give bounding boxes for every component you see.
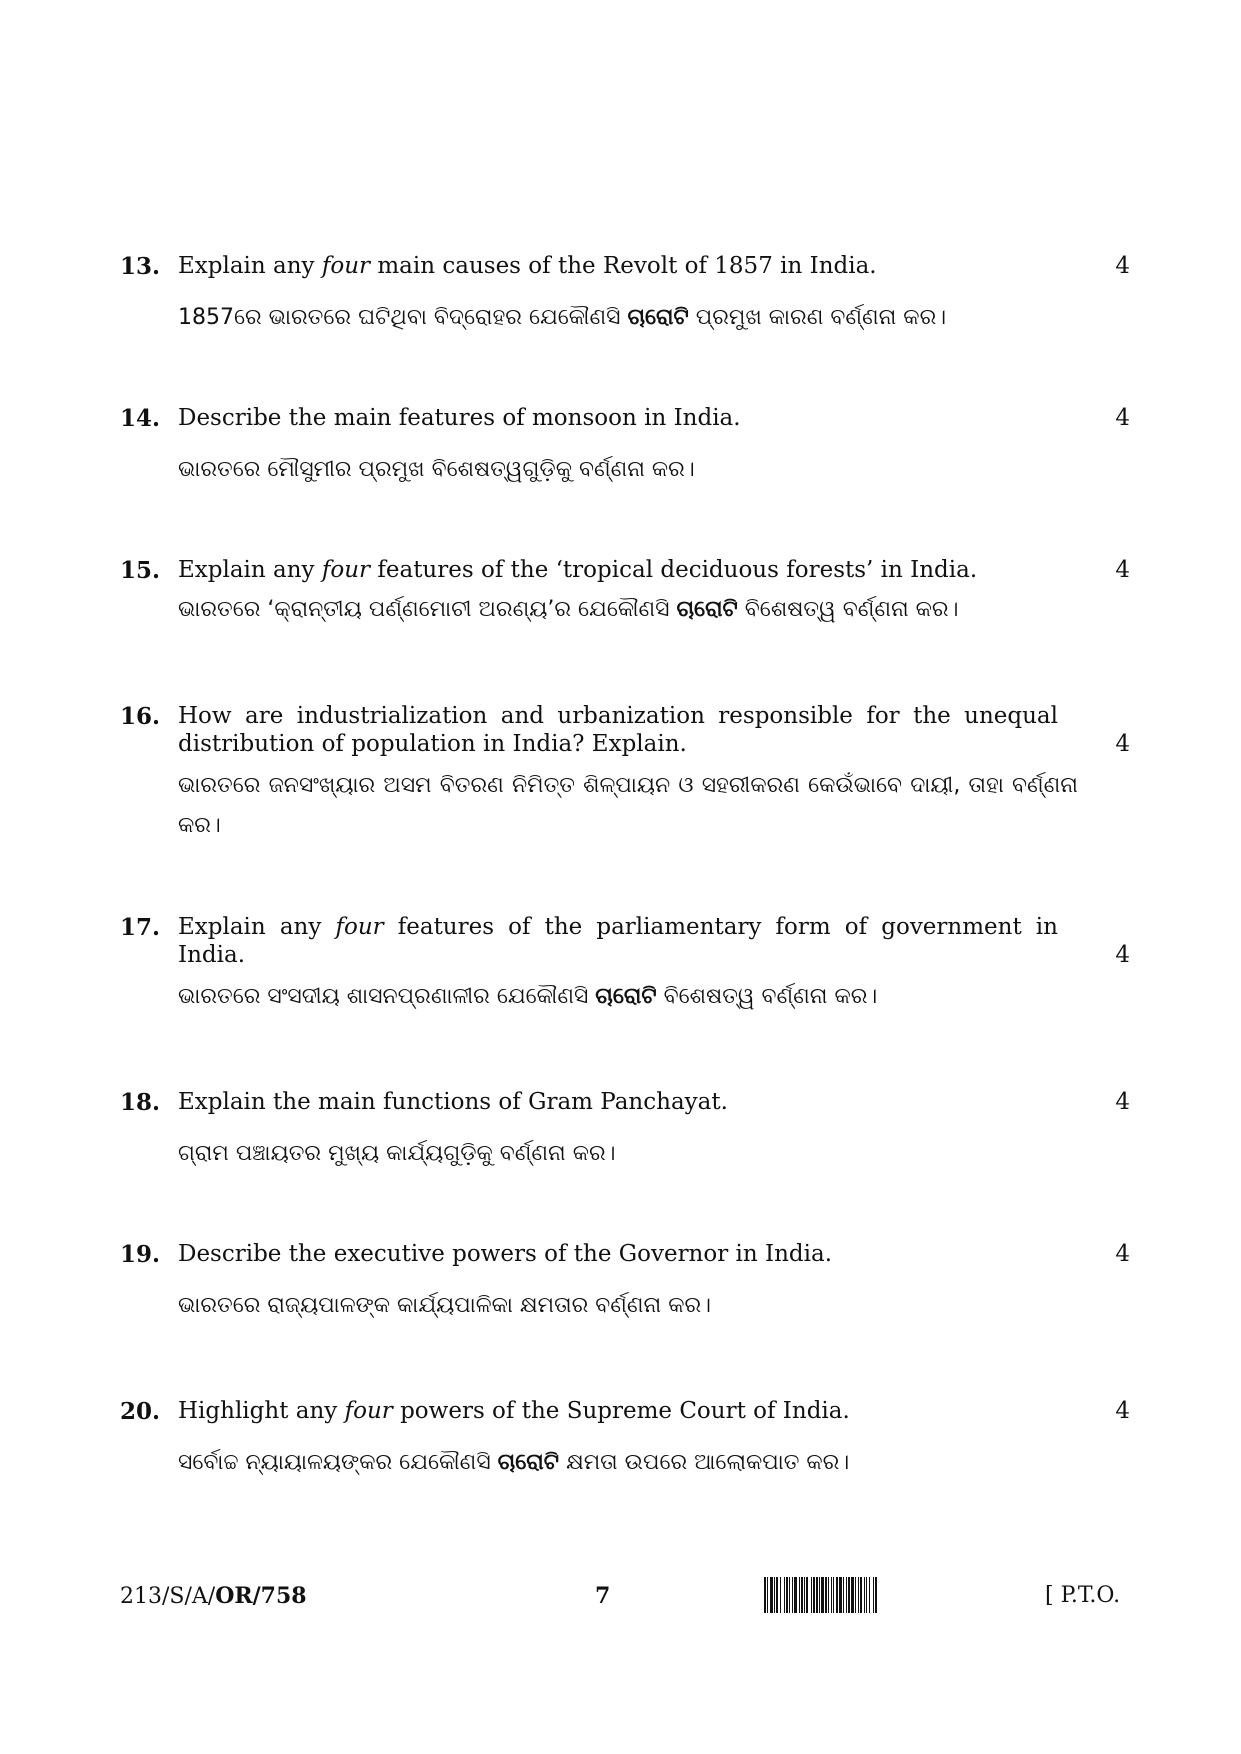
question-14 — [120, 404, 1130, 490]
question-15 — [120, 556, 1130, 630]
question-text-en: Explain any four features of the ‘tropical deciduous forests’ in India. — [178, 557, 978, 583]
paper-code: 213/S/A/OR/758 — [120, 1583, 307, 1609]
question-number: 16. — [120, 703, 161, 730]
question-text-odia: ଭାରତରେ ରାଜ୍ୟପାଳଙ୍କ କାର୍ଯ୍ୟପାଳିକା କ୍ଷମତାର ବର୍ଣ୍ଣନା କର। — [178, 1293, 712, 1318]
question-text-en: Describe the main features of monsoon in India. — [178, 405, 741, 431]
question-number: 13. — [120, 253, 161, 280]
question-text-en: Describe the executive powers of the Governor in India. — [178, 1241, 833, 1267]
question-text-odia: ଭାରତରେ ଜନସଂଖ୍ୟାର ଅସମ ବିତରଣ ନିମିତ୍ତ ଶିଳ୍ପାୟନ ଓ ସହରୀକରଣ କେଉଁଭାବେ ଦାୟୀ, ତାହା ବର୍ଣ୍ଣନା କର। — [178, 773, 1078, 838]
marks: 4 — [1115, 557, 1130, 583]
barcode-icon — [764, 1577, 1034, 1613]
question-text-en: Highlight any four powers of the Supreme Court of India. — [178, 1398, 850, 1424]
page-footer — [120, 1577, 1130, 1617]
question-19 — [120, 1240, 1130, 1326]
question-text-odia: ଗ୍ରାମ ପଞ୍ଚାୟତର ମୁଖ୍ୟ କାର୍ଯ୍ୟଗୁଡ଼ିକୁ ବର୍ଣ୍ଣନା କର। — [178, 1141, 616, 1166]
marks: 4 — [1115, 253, 1130, 279]
question-text-odia: ଭାରତରେ ସଂସଦୀୟ ଶାସନପ୍ରଣାଳୀର ଯେକୌଣସି ଚାରୋଟି ବିଶେଷତ୍ୱ ବର୍ଣ୍ଣନା କର। — [178, 984, 878, 1009]
question-text-en: Explain the main functions of Gram Panchayat. — [178, 1089, 728, 1115]
question-number: 17. — [120, 914, 161, 941]
question-18 — [120, 1088, 1130, 1174]
marks: 4 — [1115, 1089, 1130, 1115]
question-number: 19. — [120, 1241, 161, 1268]
pto-label: [ P.T.O. — [1045, 1583, 1121, 1608]
question-text-odia: 1857ରେ ଭାରତରେ ଘଟିଥିବା ବିଦ୍ରୋହର ଯେକୌଣସି ଚାରୋଟି ପ୍ରମୁଖ କାରଣ ବର୍ଣ୍ଣନା କର। — [178, 305, 947, 330]
question-number: 14. — [120, 405, 161, 432]
marks: 4 — [1115, 942, 1130, 968]
marks: 4 — [1115, 1241, 1130, 1267]
marks: 4 — [1115, 405, 1130, 431]
question-number: 15. — [120, 557, 161, 584]
question-number: 20. — [120, 1398, 161, 1425]
marks: 4 — [1115, 1398, 1130, 1424]
question-20 — [120, 1397, 1130, 1483]
question-13 — [120, 252, 1130, 338]
question-text-en: Explain any four features of the parliamentary form of government in India. — [178, 914, 1058, 968]
question-text-odia: ଭାରତରେ ମୌସୁମୀର ପ୍ରମୁଖ ବିଶେଷତ୍ୱଗୁଡ଼ିକୁ ବର୍ଣ୍ଣନା କର। — [178, 457, 695, 482]
page-number: 7 — [595, 1583, 611, 1609]
marks: 4 — [1115, 731, 1130, 757]
question-text-odia: ଭାରତରେ ‘କ୍ରାନ୍ତୀୟ ପର୍ଣ୍ଣମୋଚୀ ଅରଣ୍ୟ’ର ଯେକୌଣସି ଚାରୋଟି ବିଶେଷତ୍ୱ ବର୍ଣ୍ଣନା କର। — [178, 597, 959, 622]
question-text-en: Explain any four main causes of the Revolt of 1857 in India. — [178, 253, 877, 279]
question-text-odia: ସର୍ବୋଚ୍ଚ ନ୍ୟାୟାଳୟଙ୍କର ଯେକୌଣସି ଚାରୋଟି କ୍ଷମତା ଉପରେ ଆଲୋକପାତ କର। — [178, 1450, 850, 1475]
question-17 — [120, 913, 1130, 1017]
question-number: 18. — [120, 1089, 161, 1116]
question-16 — [120, 702, 1130, 846]
question-text-en: How are industrialization and urbanization responsible for the unequal distribution of population in India? Explain. — [178, 703, 1058, 757]
